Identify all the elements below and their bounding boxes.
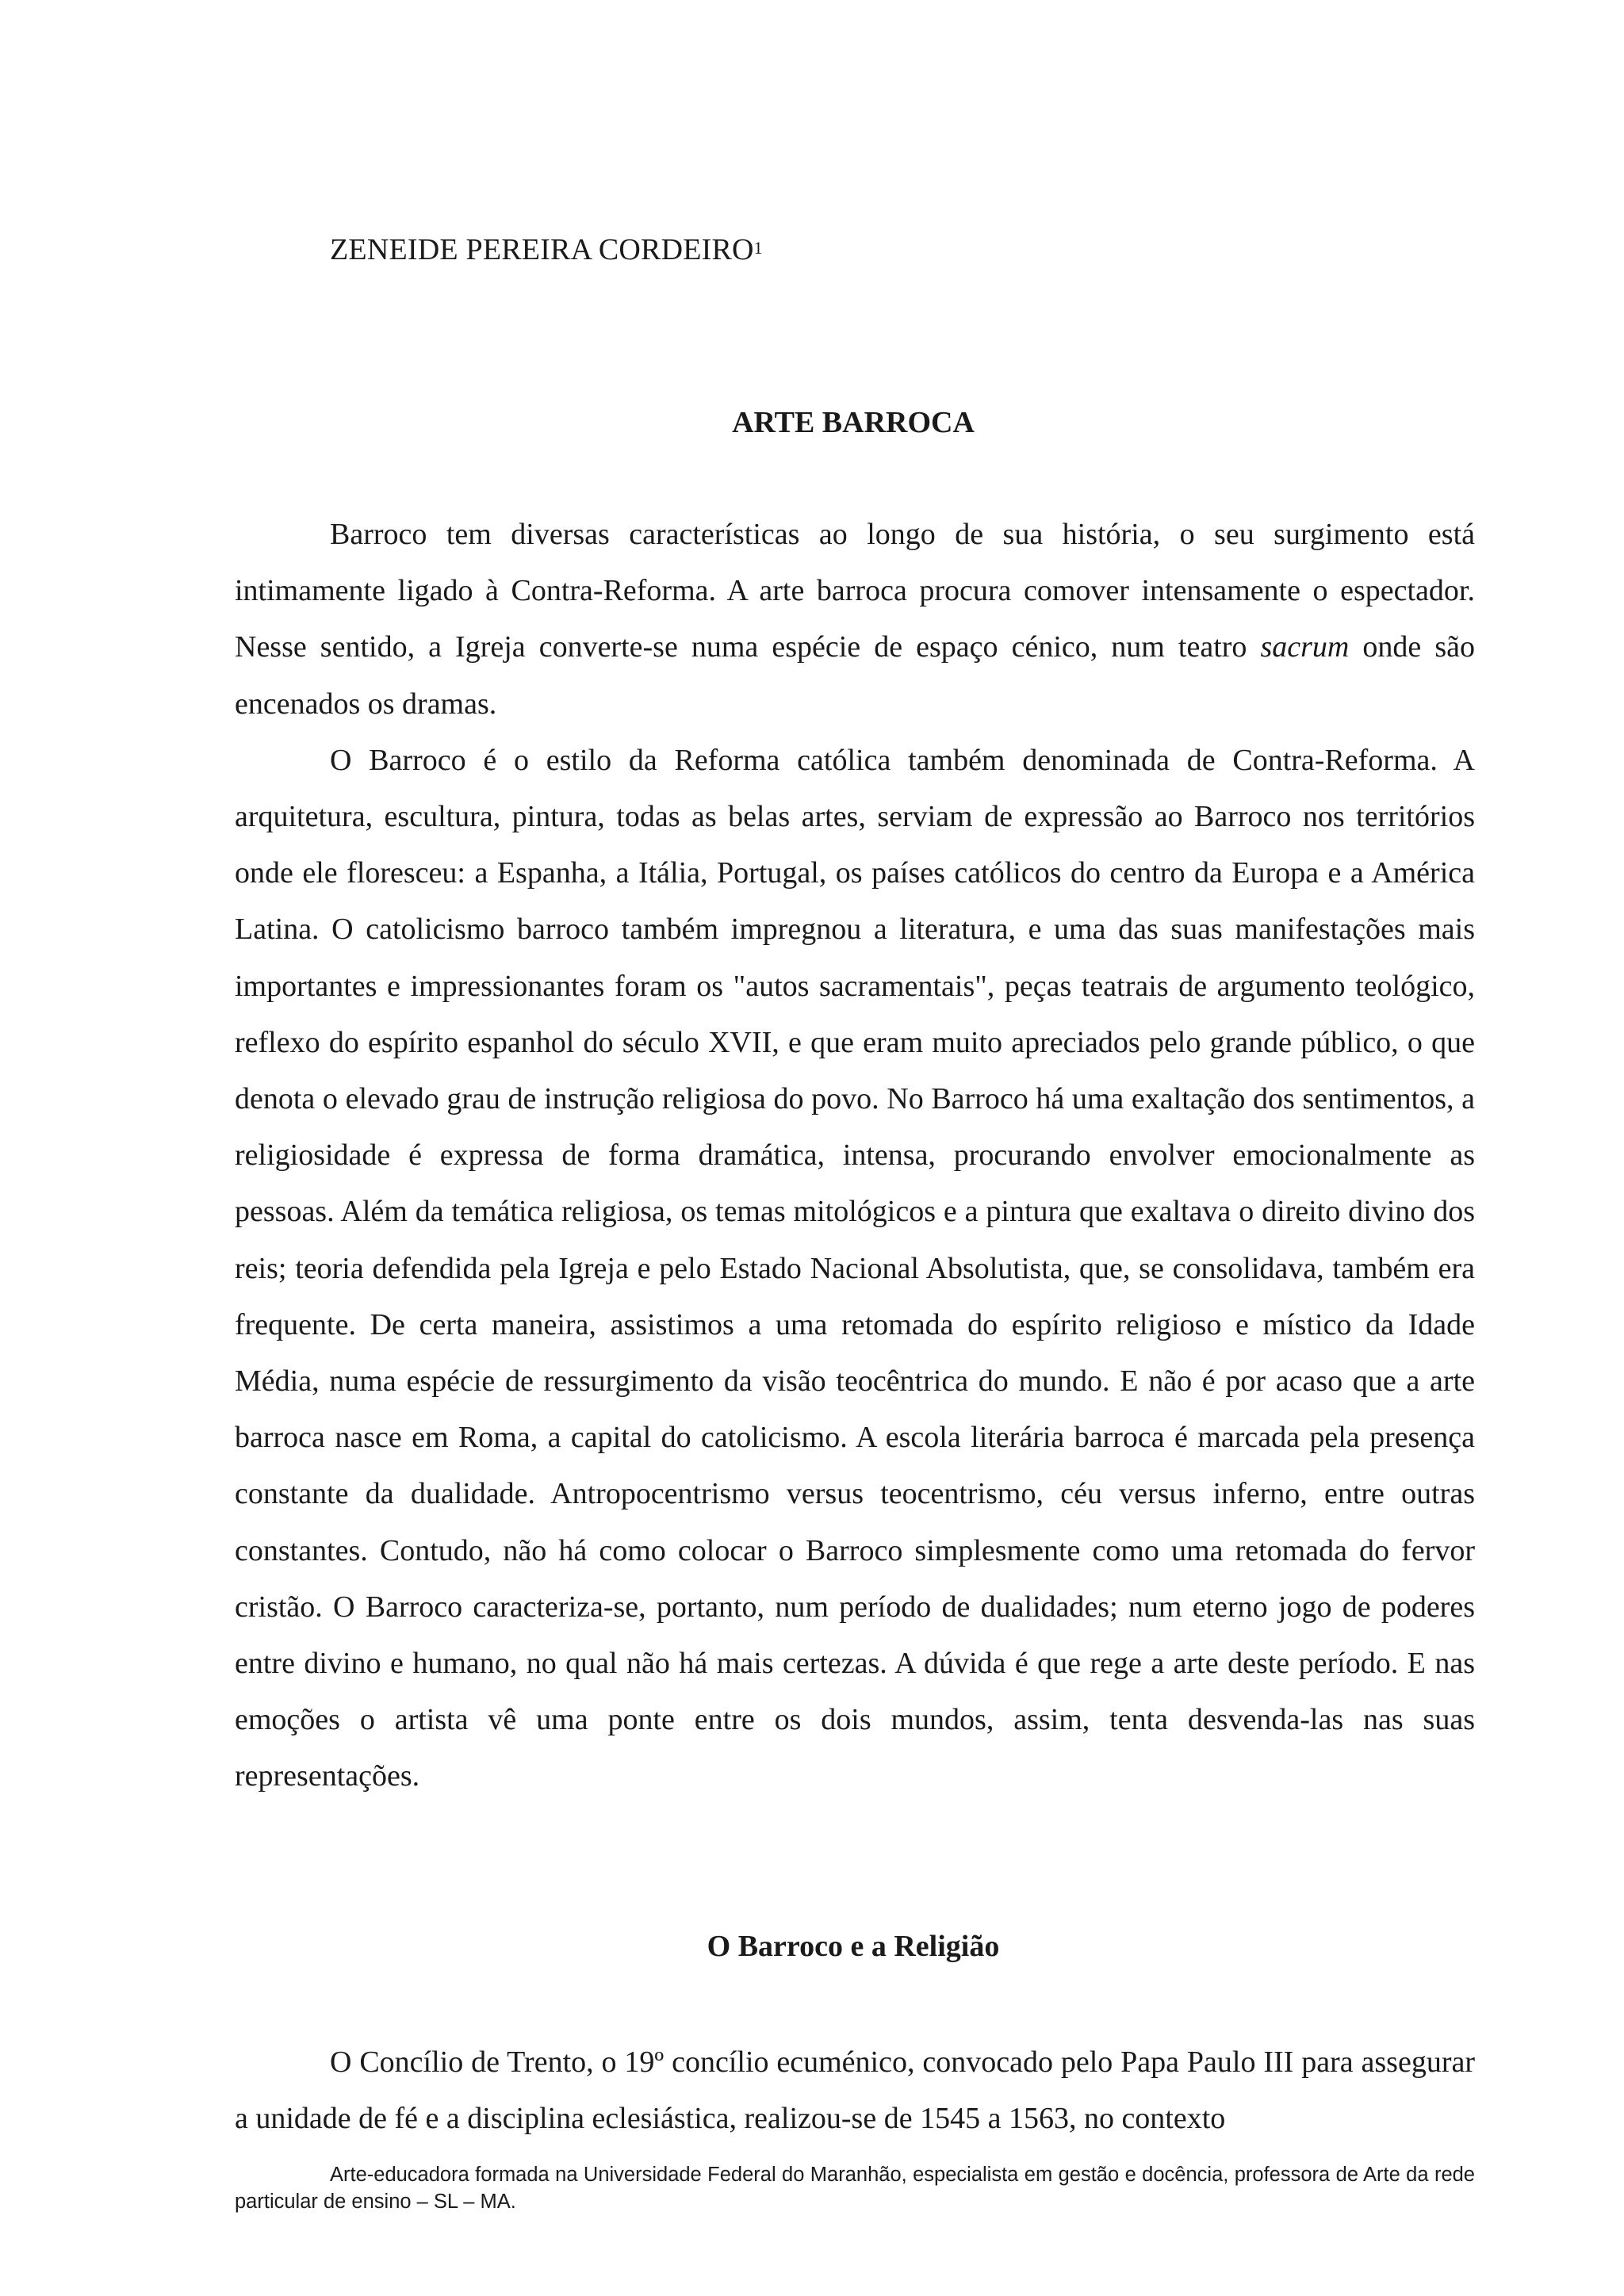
religion-paragraph-1: O Concílio de Trento, o 19º concílio ecuménico, convocado pelo Papa Paulo III para assegurar a unidade de fé e a disciplina eclesiástica, realizou-se de 1545 a 1563, no contexto <box>235 2045 1475 2136</box>
author-name: ZENEIDE PEREIRA CORDEIRO <box>330 233 754 266</box>
intro-paragraph-1-text-b: onde são encenados os dramas. <box>235 630 1475 721</box>
section-title: O Barroco e a Religião <box>707 1930 1000 1963</box>
intro-paragraph-2: O Barroco é o estilo da Reforma católica também denominada de Contra-Reforma. A arquitetura, escultura, pintura, todas as belas artes, serviam de expressão ao Barroco nos territórios onde ele floresceu: a Espanha, a Itália, Portugal, os países católicos do centro da Europa e a América Latina. O catolicismo barroco também impregnou a literatura, e uma das suas manifestações mais importantes e impressionantes foram os "autos sacramentais", peças teatrais de argumento teológico, reflexo do espírito espanhol do século XVII, e que eram muito apreciados pelo grande público, o que denota o elevado grau de instrução religiosa do povo. No Barroco há uma exaltação dos sentimentos, a religiosidade é expressa de forma dramática, intensa, procurando envolver emocionalmente as pessoas. Além da temática religiosa, os temas mitológicos e a pintura que exaltava o direito divino dos reis; teoria defendida pela Igreja e pelo Estado Nacional Absolutista, que, se consolidava, também era frequente. De certa maneira, assistimos a uma retomada do espírito religioso e místico da Idade Média, numa espécie de ressurgimento da visão teocêntrica do mundo. E não é por acaso que a arte barroca nasce em Roma, a capital do catolicismo. A escola literária barroca é marcada pela presença constante da dualidade. Antropocentrismo versus teocentrismo, céu versus inferno, entre outras constantes. Contudo, não há como colocar o Barroco simplesmente como uma retomada do fervor cristão. O Barroco caracteriza-se, portanto, num período de dualidades; num eterno jogo de poderes entre divino e humano, no qual não há mais certezas. A dúvida é que rege a arte deste período. E nas emoções o artista vê uma ponte entre os dois mundos, assim, tenta desvenda-las nas suas representações. <box>235 743 1475 1793</box>
italic-term: sacrum <box>1260 630 1350 664</box>
intro-paragraph-1 <box>235 507 1475 733</box>
footnote: Arte-educadora formada na Universidade Federal do Maranhão, especialista em gestão e docência, professora de Arte da rede particular de ensino – SL – MA. <box>235 2164 1475 2213</box>
main-title: ARTE BARROCA <box>732 406 975 439</box>
religion-section <box>235 2034 1475 2147</box>
author-line <box>330 230 763 270</box>
intro-paragraph-1-text-a: Barroco tem diversas características ao longo de sua história, o seu surgimento está intimamente ligado à Contra-Reforma. A arte barroca procura comover intensamente o espectador. Nesse sentido, a Igreja converte-se numa espécie de espaço cénico, num teatro <box>235 518 1475 664</box>
intro-section <box>235 507 1475 1805</box>
footnote-reference[interactable]: 1 <box>753 238 763 258</box>
